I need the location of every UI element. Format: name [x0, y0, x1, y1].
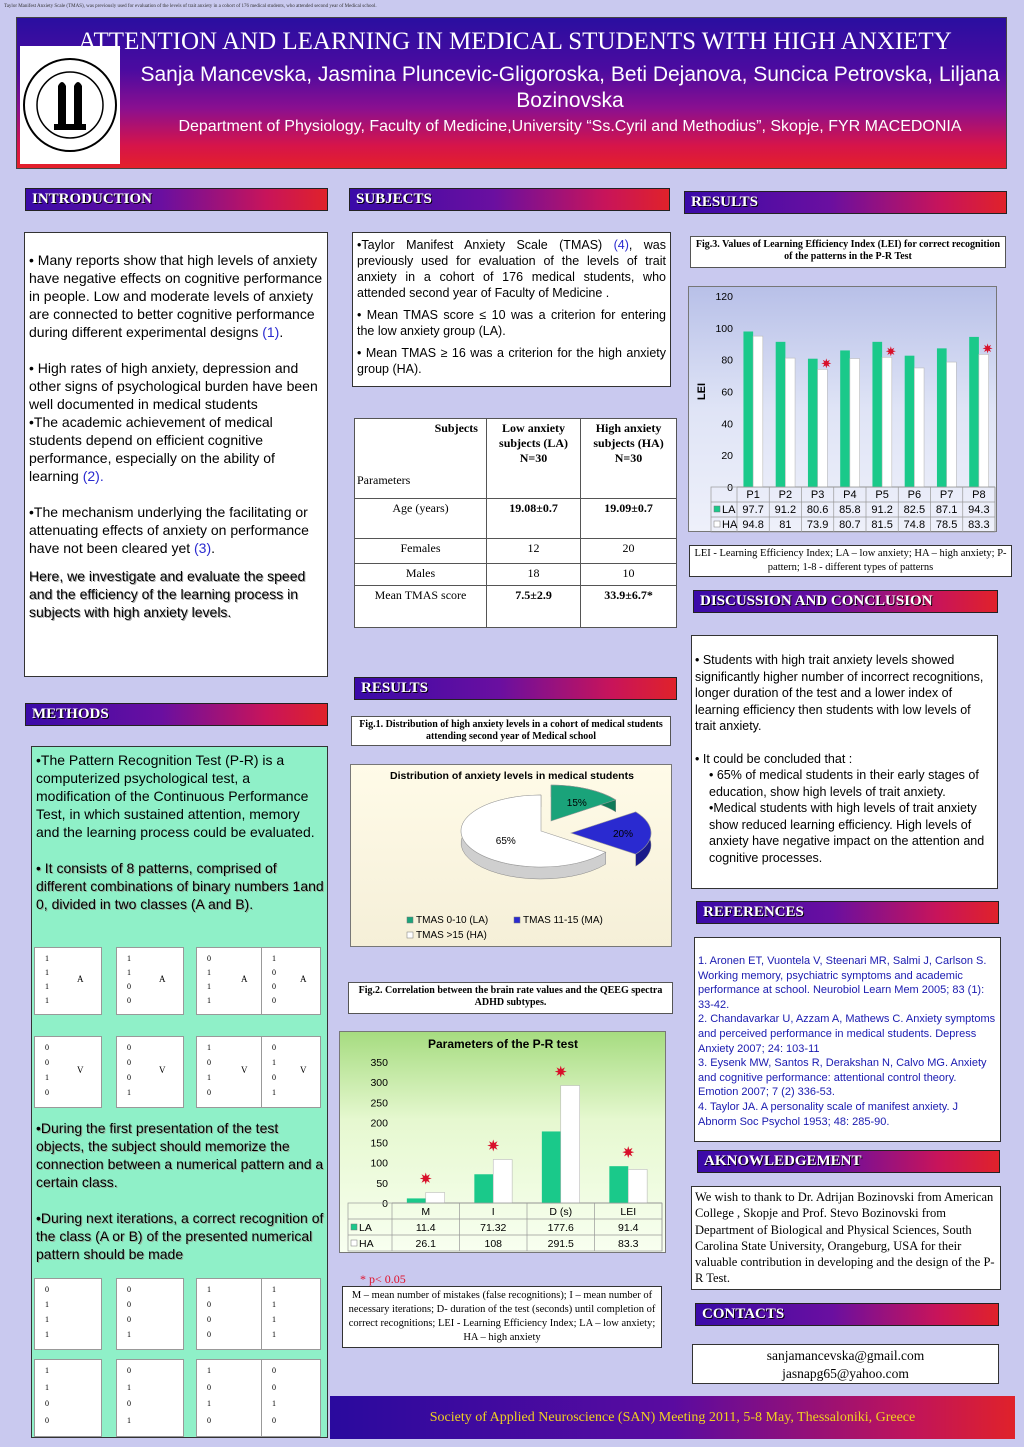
legend-label: TMAS 0-10 (LA) [416, 915, 489, 926]
pattern-class: V [77, 1065, 84, 1075]
acknowledgement-heading: AKNOWLEDGEMENT [697, 1150, 1000, 1173]
x-tick-label: M [421, 1206, 431, 1218]
pattern-digit: 0 [272, 1366, 276, 1375]
pattern-digit: 0 [272, 1415, 276, 1425]
binary-pattern [261, 947, 321, 1015]
pattern-digit: 1 [207, 996, 211, 1005]
bar-ha [850, 359, 860, 487]
y-tick-label: 60 [721, 386, 733, 399]
bar-la [776, 342, 786, 487]
subjects-table [354, 418, 677, 628]
x-tick-label: P1 [746, 489, 760, 501]
data-label: 85.8 [839, 504, 861, 516]
intro-paragraph-3: •The academic achievement of medical students depend on efficient cognitive performance, especially on the ability of learning (2). [29, 414, 275, 484]
data-label: 80.7 [839, 519, 861, 531]
data-label: 91.2 [871, 504, 893, 516]
bar-chart-2-svg [340, 1032, 667, 1254]
bar-ha [493, 1159, 512, 1203]
y-tick-label: 80 [721, 354, 733, 367]
pattern-digit: 1 [207, 982, 211, 991]
pattern-digit: 1 [45, 954, 49, 963]
data-label: 73.9 [806, 519, 829, 531]
bar-la [937, 348, 947, 487]
pattern-digit: 1 [45, 968, 49, 977]
pattern-digit: 0 [207, 1382, 211, 1392]
methods-paragraph-1: •The Pattern Recognition Test (P-R) is a computerized psychological test, a modification of the Continuous Performance Test, in which sustained attention, memory and the learning process could be evaluated. [36, 752, 315, 840]
pattern-digit: 1 [272, 1058, 276, 1067]
table-row: Mean TMAS score 7.5±2.9 33.9±6.7* [355, 586, 677, 628]
bar-ha [818, 369, 828, 487]
methods-paragraph-2: • It consists of 8 patterns, comprised of different combinations of binary numbers 1and 0, divided in two classes (A and B). [36, 860, 324, 912]
pattern-class: A [300, 974, 307, 984]
binary-pattern [116, 947, 184, 1015]
pattern-class: A [77, 974, 84, 984]
pattern-digit: 0 [127, 1285, 131, 1294]
pattern-digit: 0 [45, 1088, 49, 1097]
intro-paragraph-4: •The mechanism underlying the facilitating or attenuating effects of anxiety on performance have not been cleared yet (3). [29, 504, 309, 556]
pattern-digit: 0 [272, 996, 276, 1005]
discussion-bullet-1: • Students with high trait anxiety levels showed significantly higher number of incorrect recognitions, longer duration of the test and a lower index of learning efficiency then students with low levels of trait anxiety. [695, 653, 984, 733]
pattern-digit: 1 [272, 1088, 276, 1097]
binary-pattern [261, 1359, 321, 1437]
data-label: 80.6 [806, 504, 829, 516]
data-label: 97.7 [742, 504, 764, 516]
y-tick-label: 100 [370, 1157, 388, 1170]
pattern-digit: 1 [127, 954, 131, 963]
bar-la [542, 1131, 561, 1203]
pie-label: 15% [566, 797, 587, 809]
contact-email-2[interactable]: jasnapg65@yahoo.com [782, 1366, 909, 1381]
bar-ha [561, 1086, 580, 1203]
significance-star [420, 1172, 432, 1184]
y-axis-label: LEI [696, 382, 708, 401]
legend-label: LA [722, 504, 736, 516]
pattern-digit: 0 [272, 1382, 276, 1392]
legend-label: TMAS >15 (HA) [416, 930, 487, 941]
binary-pattern [196, 1359, 268, 1437]
bar-la [743, 331, 753, 487]
table-parameters-label: Parameters [355, 419, 427, 499]
reference-item: 3. Eysenk MW, Santos R, Derakshan N, Calvo MG. Anxiety and cognitive performance: attentional control theory. Emotion 2007; 7 (2) 336-53. [698, 1057, 987, 1099]
table-la-header: Low anxiety subjects (LA) N=30 [487, 419, 581, 499]
pattern-digit: 0 [45, 1043, 49, 1052]
bar-la [872, 342, 882, 487]
binary-pattern [261, 1278, 321, 1350]
data-label: 177.6 [547, 1222, 574, 1234]
pattern-digit: 1 [207, 968, 211, 977]
y-tick-label: 350 [370, 1057, 388, 1069]
acknowledgement-box: We wish to thank to Dr. Adrijan Bozinovski from American College , Skopje and Prof. Stevo Bozinovski from Department of Biological and Physical Sciences, South Carolina State University, Orangeburg, USA for their valuable contribution in developing and the design of the P-R Test. [691, 1186, 1001, 1290]
pattern-digit: 1 [45, 982, 49, 991]
pattern-digit: 0 [127, 982, 131, 991]
subjects-bullet-1: •Taylor Manifest Anxiety Scale (TMAS) (4), was previously used for evaluation of the levels of trait anxiety in a cohort of 176 medical students, who attended second year of Faculty of Medicine . [357, 238, 666, 300]
pattern-digit: 0 [45, 1415, 49, 1425]
pattern-digit: 1 [207, 1043, 211, 1052]
pattern-digit: 0 [207, 1415, 211, 1425]
y-tick-label: 200 [370, 1117, 388, 1130]
legend-swatch [407, 932, 413, 938]
significance-star [821, 358, 831, 368]
table-row: Females 12 20 [355, 539, 677, 564]
data-label: 291.5 [547, 1238, 574, 1250]
subjects-box [352, 232, 671, 387]
legend-label: LA [359, 1222, 372, 1234]
x-tick-label: P6 [907, 489, 922, 501]
table-row: Age (years) 19.08±0.7 19.09±0.7 [355, 499, 677, 539]
discussion-box [691, 635, 998, 889]
contact-email-1[interactable]: sanjamancevska@gmail.com [766, 1348, 925, 1363]
contacts-heading: CONTACTS [695, 1303, 999, 1326]
pattern-digit: 1 [272, 1330, 276, 1339]
fig1-pie-chart [350, 764, 672, 947]
bar-la [969, 337, 979, 487]
results-heading-middle: RESULTS [354, 677, 677, 700]
pie-chart-svg [351, 765, 673, 948]
pattern-digit: 1 [45, 1315, 49, 1324]
y-tick-label: 120 [715, 291, 733, 303]
pattern-digit: 0 [45, 1285, 49, 1294]
legend-swatch [514, 917, 520, 923]
pattern-class: A [241, 974, 248, 984]
x-tick-label: P7 [939, 489, 954, 501]
bar-ha [979, 354, 989, 487]
data-label: 87.1 [935, 504, 958, 516]
introduction-box [24, 232, 328, 677]
references-box [694, 937, 1001, 1142]
pattern-digit: 0 [127, 1399, 131, 1408]
data-label: 71.32 [480, 1222, 507, 1234]
bar-ha [947, 362, 957, 487]
significance-star [622, 1146, 634, 1158]
pattern-digit: 0 [272, 968, 276, 977]
fig2-caption: Fig.2. Correlation between the brain rate values and the QEEG spectra ADHD subtypes. [348, 982, 673, 1014]
binary-pattern [34, 1036, 102, 1108]
pattern-digit: 1 [272, 1285, 276, 1294]
table-row: Males 18 10 [355, 564, 677, 586]
pattern-digit: 0 [207, 954, 211, 963]
pattern-class: V [159, 1065, 166, 1075]
pattern-digit: 1 [45, 1382, 49, 1392]
significance-star [555, 1066, 567, 1078]
references-heading: REFERENCES [696, 901, 999, 924]
contacts-box [692, 1344, 999, 1384]
data-label: 82.5 [903, 504, 926, 516]
bar-la [609, 1166, 628, 1203]
binary-pattern [196, 1036, 268, 1108]
pattern-digit: 1 [45, 1330, 49, 1339]
pattern-digit: 1 [45, 1300, 49, 1309]
pattern-digit: 1 [45, 1366, 49, 1375]
pattern-digit: 1 [127, 968, 131, 977]
pattern-digit: 1 [127, 1415, 131, 1425]
bar-la [474, 1174, 493, 1203]
data-label: 83.3 [618, 1238, 639, 1250]
bar-ha [753, 336, 763, 487]
pie-label: 65% [495, 835, 516, 847]
pattern-digit: 1 [272, 1399, 276, 1408]
pattern-digit: 0 [207, 1300, 211, 1309]
data-label: 81 [779, 519, 792, 531]
fig3-bar-chart [688, 286, 997, 532]
pattern-digit: 0 [207, 1088, 211, 1097]
methods-paragraph-4: •During next iterations, a correct recognition of the class (A or B) of the presented numerical pattern should be made [36, 1210, 324, 1262]
pattern-digit: 1 [127, 1088, 131, 1097]
legend-label: HA [722, 519, 738, 531]
fig2-bar-chart [339, 1031, 666, 1253]
binary-pattern [116, 1359, 184, 1437]
y-tick-label: 150 [370, 1137, 388, 1150]
x-tick-label: LEI [620, 1206, 637, 1218]
data-label: 78.5 [935, 519, 958, 531]
bar-ha [426, 1192, 445, 1203]
reference-item: 4. Taylor JA. A personality scale of manifest anxiety. J Abnorm Soc Psychol 1953; 48: 285-90. [698, 1100, 959, 1128]
poster-title: ATTENTION AND LEARNING IN MEDICAL STUDENTS WITH HIGH ANXIETY [78, 28, 952, 55]
x-tick-label: P5 [875, 489, 889, 501]
pattern-digit: 1 [272, 1300, 276, 1309]
legend-swatch [351, 1240, 357, 1246]
intro-paragraph-1: • Many reports show that high levels of anxiety have negative effects on cognitive performance in people. Low and moderate levels of anxiety are connected to better cognitive performance during different experimental designs (1). [29, 252, 323, 340]
legend-swatch [351, 1224, 357, 1230]
significance-star [983, 343, 993, 353]
discussion-bullet-2: • It could be concluded that : [695, 751, 853, 766]
pattern-digit: 0 [127, 1058, 131, 1067]
introduction-heading: INTRODUCTION [25, 188, 328, 211]
discussion-bullet-4: •Medical students with high levels of trait anxiety show reduced learning efficiency. High levels of anxiety have negative impact on the attention and cognitive processes. [709, 801, 985, 865]
y-tick-label: 0 [382, 1198, 388, 1210]
subjects-heading: SUBJECTS [349, 188, 670, 211]
data-label: 91.2 [774, 504, 797, 516]
table-subjects-label: Subjects [427, 419, 487, 499]
bar-ha [785, 358, 795, 487]
data-label: 81.5 [871, 519, 893, 531]
reference-item: 2. Chandavarkar U, Azzam A, Mathews C. Anxiety symptoms and perceived performance in medical students. Depress Anxiety 2007; 24: 103-11 [698, 1013, 996, 1055]
y-tick-label: 40 [721, 418, 733, 431]
data-label: 11.4 [415, 1222, 436, 1234]
data-label: 26.1 [415, 1238, 436, 1250]
pattern-digit: 0 [272, 1073, 276, 1082]
legend-swatch [714, 506, 720, 512]
top-note: Taylor Manifest Anxiety Scale (TMAS), was previously used for evaluation of the levels of trait anxiety in a cohort of 176 medical students, who attended second year of Medical school. [4, 4, 377, 9]
pattern-digit: 0 [207, 1330, 211, 1339]
pattern-class: V [241, 1065, 248, 1075]
pattern-digit: 1 [127, 1382, 131, 1392]
pattern-digit: 1 [207, 1073, 211, 1082]
pattern-digit: 0 [127, 996, 131, 1005]
fig2-note: M – mean number of mistakes (false recognitions); I – mean number of necessary iterations; D- duration of the test (seconds) until completion of correct recognitions; LEI - Learning Efficiency Index; LA – low anxiety; HA – high anxiety [342, 1286, 662, 1348]
binary-pattern [116, 1278, 184, 1350]
pie-title: Distribution of anxiety levels in medical students [390, 770, 634, 782]
fig3-caption: Fig.3. Values of Learning Efficiency Index (LEI) for correct recognition of the patterns in the P-R Test [690, 236, 1006, 268]
y-tick-label: 20 [721, 450, 733, 463]
discussion-heading: DISCUSSION AND CONCLUSION [693, 590, 998, 613]
methods-paragraph-3: •During the first presentation of the test objects, the subject should memorize the connection between a numerical pattern and a certain class. [36, 1120, 324, 1190]
pattern-digit: 0 [127, 1315, 131, 1324]
pattern-digit: 0 [272, 1043, 276, 1052]
methods-box [31, 746, 328, 1438]
binary-pattern [34, 1359, 102, 1437]
binary-pattern [34, 1278, 102, 1350]
bar-ha [914, 368, 924, 487]
pattern-digit: 1 [272, 1315, 276, 1324]
legend-swatch [714, 521, 720, 527]
fig1-caption: Fig.1. Distribution of high anxiety levels in a cohort of medical students attending second year of Medical school [351, 716, 671, 746]
pattern-digit: 0 [207, 1315, 211, 1324]
legend-swatch [407, 917, 413, 923]
y-tick-label: 0 [727, 482, 733, 494]
bar-la [840, 350, 850, 487]
table-ha-header: High anxiety subjects (HA) N=30 [581, 419, 677, 499]
x-tick-label: D (s) [549, 1206, 573, 1218]
pattern-digit: 1 [45, 1073, 49, 1082]
department: Department of Physiology, Faculty of Medicine,University “Ss.Cyril and Methodius”, Skopje, FYR MACEDONIA [178, 118, 962, 135]
data-label: 94.8 [742, 519, 764, 531]
y-tick-label: 50 [376, 1177, 388, 1190]
pattern-digit: 1 [127, 1330, 131, 1339]
chart-title: Parameters of the P-R test [427, 1037, 579, 1051]
data-label: 108 [484, 1238, 503, 1250]
pattern-digit: 1 [45, 996, 49, 1005]
pattern-digit: 0 [127, 1366, 131, 1375]
reference-item: 1. Aronen ET, Vuontela V, Steenari MR, Salmi J, Carlson S. Working memory, psychiatric symptoms and academic performance at school. Neurobiol Learn Mem 2005; 83 (1): 33-42. [698, 955, 987, 1011]
pattern-digit: 1 [207, 1366, 211, 1375]
university-seal-logo [20, 46, 120, 164]
results-heading-right: RESULTS [684, 191, 1007, 214]
pattern-digit: 0 [207, 1058, 211, 1067]
pattern-digit: 0 [272, 982, 276, 991]
data-label: 83.3 [968, 519, 990, 531]
fig3-note: LEI - Learning Efficiency Index; LA – low anxiety; HA – high anxiety; P- pattern; 1-8 - different types of patterns [689, 545, 1012, 577]
discussion-bullet-3: • 65% of medical students in their early stages of education, show high levels of trait anxiety. [709, 768, 979, 799]
intro-paragraph-2: • High rates of high anxiety, depression and other signs of psychological burden have been well documented in medical students [29, 360, 318, 412]
bar-chart-3-svg [689, 287, 998, 533]
y-tick-label: 250 [370, 1097, 388, 1110]
pattern-digit: 0 [45, 1058, 49, 1067]
pattern-class: A [159, 974, 166, 984]
binary-pattern [34, 947, 102, 1015]
legend-label: HA [359, 1238, 374, 1250]
pvalue-note: * p< 0.05 [360, 1272, 406, 1286]
x-tick-label: P3 [810, 489, 825, 501]
data-label: 74.8 [903, 519, 926, 531]
binary-pattern [196, 947, 268, 1015]
authors: Sanja Mancevska, Jasmina Pluncevic-Gligoroska, Beti Dejanova, Suncica Petrovska, Liljana Bozinovska [140, 63, 1000, 112]
y-tick-label: 300 [370, 1077, 388, 1090]
pie-label: 20% [613, 829, 634, 840]
significance-star [487, 1139, 499, 1151]
bar-ha [628, 1169, 647, 1203]
data-label: 91.4 [618, 1222, 639, 1234]
y-tick-label: 100 [715, 322, 733, 335]
binary-pattern [116, 1036, 184, 1108]
pattern-digit: 0 [127, 1073, 131, 1082]
x-tick-label: I [491, 1206, 495, 1218]
bar-la [905, 356, 915, 487]
intro-paragraph-5: Here, we investigate and evaluate the speed and the efficiency of the learning process in subjects with high anxiety levels. [29, 568, 306, 620]
pattern-digit: 0 [45, 1399, 49, 1408]
subjects-bullet-3: • Mean TMAS ≥ 16 was a criterion for the high anxiety group (HA). [357, 346, 666, 376]
pattern-digit: 1 [272, 954, 276, 963]
x-tick-label: P8 [972, 489, 986, 501]
binary-pattern [196, 1278, 268, 1350]
pattern-digit: 0 [127, 1043, 131, 1052]
significance-star [886, 346, 896, 356]
bar-ha [882, 357, 892, 487]
subjects-bullet-2: • Mean TMAS score ≤ 10 was a criterion for entering the low anxiety group (LA). [357, 308, 666, 338]
binary-pattern [261, 1036, 321, 1108]
methods-heading: METHODS [25, 703, 328, 726]
x-tick-label: P2 [778, 489, 793, 501]
bar-la [808, 359, 818, 487]
bar-la [407, 1198, 426, 1203]
legend-label: TMAS 11-15 (MA) [523, 915, 603, 926]
pattern-digit: 1 [207, 1285, 211, 1294]
footer-banner: Society of Applied Neuroscience (SAN) Meeting 2011, 5-8 May, Thessaloniki, Greece [330, 1396, 1015, 1439]
pattern-class: V [300, 1065, 307, 1075]
pattern-digit: 1 [207, 1399, 211, 1408]
data-label: 94.3 [968, 504, 990, 516]
x-tick-label: P4 [843, 489, 857, 501]
pattern-digit: 0 [127, 1300, 131, 1309]
